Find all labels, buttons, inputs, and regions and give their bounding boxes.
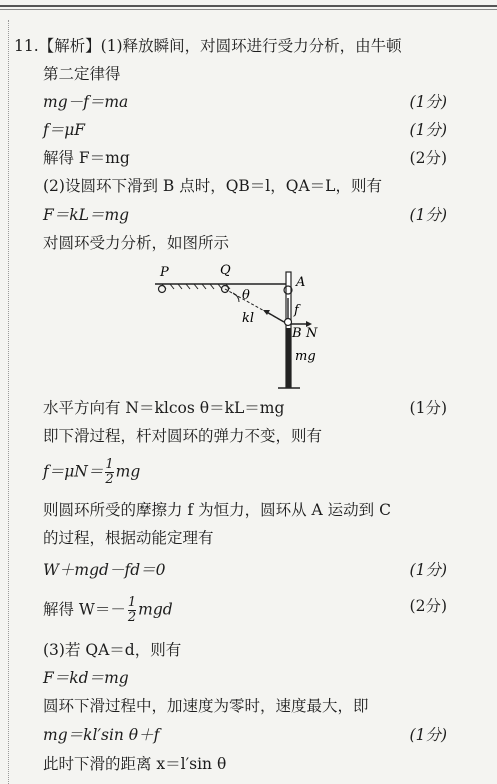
header-rule-thin	[0, 9, 497, 10]
equation-text: f＝μN＝	[43, 462, 104, 481]
fraction-denominator: 2	[127, 610, 137, 625]
equation-text: f＝μF	[43, 121, 86, 139]
score-label: (2分)	[409, 149, 447, 167]
answer-line	[43, 233, 447, 253]
equation-text: F＝kL＝mg	[43, 206, 130, 224]
line-text: 则圆环所受的摩擦力 f 为恒力，圆环从 A 运动到 C	[43, 501, 391, 519]
equation-line	[43, 596, 447, 625]
equation-line	[43, 120, 447, 140]
score-label: (1分)	[409, 206, 447, 224]
answer-line-2	[43, 64, 447, 84]
line-text: (3)若 QA＝d，则有	[43, 641, 182, 659]
answer-line-1	[14, 36, 447, 56]
label-Q: Q	[220, 263, 231, 278]
score-label: (2分)	[409, 597, 447, 615]
equation-line	[43, 458, 447, 487]
force-diagram	[150, 262, 330, 392]
equation-line	[43, 668, 447, 688]
equation-text: W＋mgd－fd＝0	[43, 561, 166, 579]
label-kl: kl	[242, 311, 255, 326]
line-text: 即下滑过程，杆对圆环的弹力不变，则有	[43, 427, 323, 445]
equation-line	[43, 205, 447, 225]
equation-text: 解得 F＝mg	[43, 149, 130, 167]
answer-line	[43, 696, 447, 716]
vertical-rod-lower	[286, 328, 291, 388]
answer-line	[43, 640, 447, 660]
answer-line	[43, 528, 447, 548]
equation-text: mgd	[138, 600, 173, 619]
equation-line	[43, 725, 447, 745]
fraction	[105, 458, 113, 487]
margin-dotted-line	[8, 20, 9, 784]
fraction-denominator: 2	[105, 472, 114, 487]
line-text: 此时下滑的距离 x＝l′sin θ	[43, 755, 227, 773]
label-f: f	[294, 303, 299, 318]
label-B: B	[292, 326, 302, 341]
label-N: N	[306, 326, 318, 341]
label-theta: θ	[242, 288, 250, 303]
line-text: 11.【解析】(1)释放瞬间，对圆环进行受力分析，由牛顿	[14, 37, 402, 55]
score-label: (1分)	[409, 93, 447, 111]
score-label: (1分)	[409, 121, 447, 139]
answer-line	[43, 426, 447, 446]
equation-line	[43, 148, 447, 168]
line-text: 对圆环受力分析，如图所示	[43, 234, 230, 252]
ring-B	[285, 319, 292, 326]
label-mg: mg	[295, 349, 316, 364]
equation-text: F＝kd＝mg	[43, 669, 129, 687]
line-text: 第二定律得	[43, 65, 121, 83]
score-label: (1分)	[409, 561, 447, 579]
ring-P	[159, 286, 166, 293]
equation-line	[43, 560, 447, 580]
score-label: (1分)	[409, 726, 447, 744]
equation-text: mg＝kl′sin θ＋f	[43, 726, 160, 744]
fraction-numerator: 1	[105, 457, 114, 472]
equation-text: 水平方向有 N＝klcos θ＝kL＝mg	[43, 399, 285, 417]
line-text: (2)设圆环下滑到 B 点时，QB＝l，QA＝L，则有	[43, 177, 382, 195]
answer-line	[43, 176, 447, 196]
header-rule	[0, 5, 497, 7]
equation-text: 解得 W＝－	[43, 600, 126, 619]
equation-line	[43, 398, 447, 418]
equation-text: mg	[115, 462, 141, 481]
fraction-numerator: 1	[127, 595, 137, 610]
equation-line	[43, 92, 447, 112]
label-P: P	[160, 265, 169, 280]
fraction	[128, 596, 136, 625]
label-A: A	[296, 275, 306, 290]
answer-line	[43, 500, 447, 520]
line-text: 的过程，根据动能定理有	[43, 529, 214, 547]
score-label: (1分)	[409, 399, 447, 417]
equation-text: mg－f＝ma	[43, 93, 129, 111]
answer-line	[43, 754, 447, 774]
line-text: 圆环下滑过程中，加速度为零时，速度最大，即	[43, 697, 369, 715]
